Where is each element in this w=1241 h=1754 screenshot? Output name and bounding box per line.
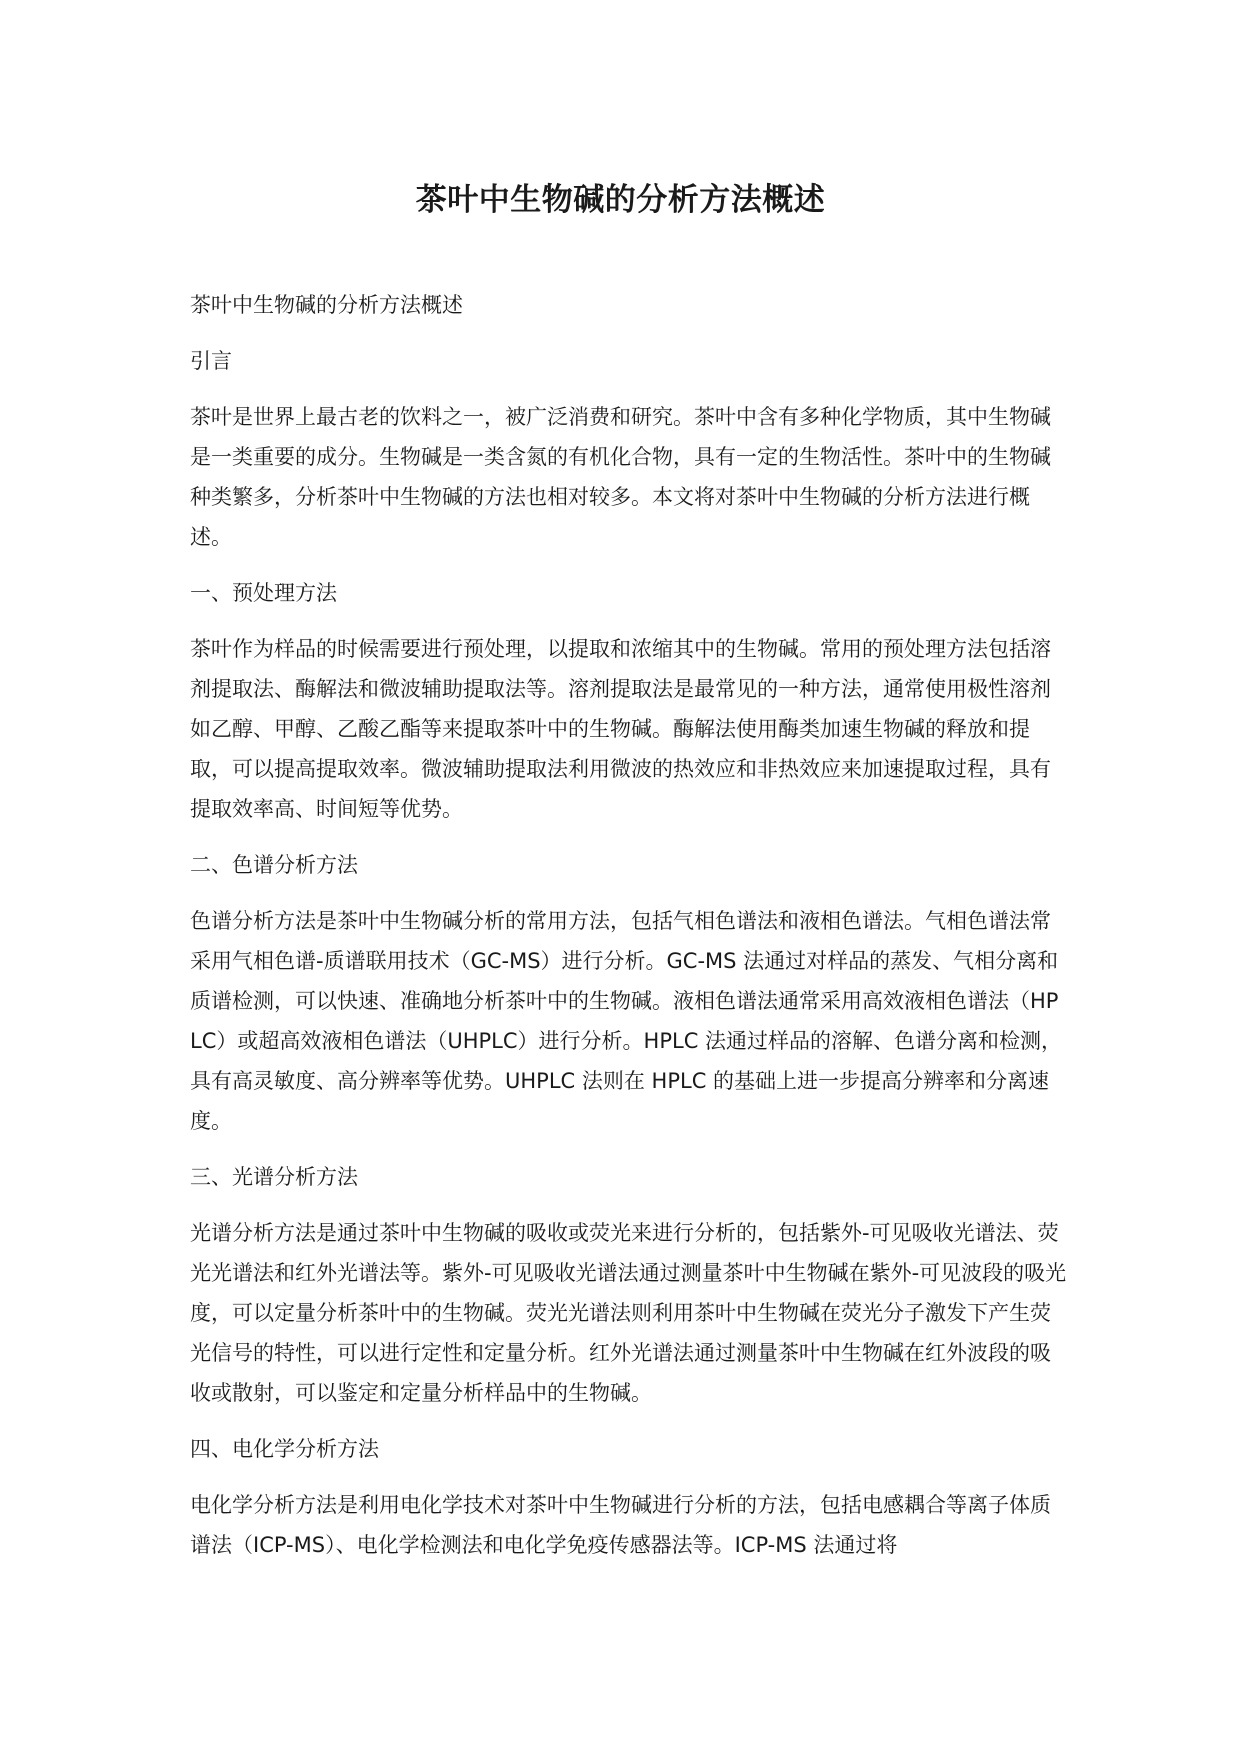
- intro-paragraph: 茶叶是世界上最古老的饮料之一，被广泛消费和研究。茶叶中含有多种化学物质，其中生物碱是一类重要的成分。生物碱是一类含氮的有机化合物，具有一定的生物活性。茶叶中的生物碱种类繁多，分析茶叶中生物碱的方法也相对较多。本文将对茶叶中生物碱的分析方法进行概述。: [190, 405, 1051, 549]
- document-body: [190, 285, 1070, 1581]
- section-paragraph-preprocessing: 茶叶作为样品的时候需要进行预处理，以提取和浓缩其中的生物碱。常用的预处理方法包括溶剂提取法、酶解法和微波辅助提取法等。溶剂提取法是最常见的一种方法，通常使用极性溶剂如乙醇、甲醇、乙酸乙酯等来提取茶叶中的生物碱。酶解法使用酶类加速生物碱的释放和提取，可以提高提取效率。微波辅助提取法利用微波的热效应和非热效应来加速提取过程，具有提取效率高、时间短等优势。: [190, 637, 1051, 821]
- intro-heading: 引言: [190, 349, 232, 373]
- section-heading-preprocessing: 一、预处理方法: [190, 581, 337, 605]
- section-heading-spectroscopy: 三、光谱分析方法: [190, 1165, 358, 1189]
- section-paragraph-spectroscopy: 光谱分析方法是通过茶叶中生物碱的吸收或荧光来进行分析的，包括紫外-可见吸收光谱法、荧光光谱法和红外光谱法等。紫外-可见吸收光谱法通过测量茶叶中生物碱在紫外-可见波段的吸光度，可以定量分析茶叶中的生物碱。荧光光谱法则利用茶叶中生物碱在荧光分子激发下产生荧光信号的特性，可以进行定性和定量分析。红外光谱法通过测量茶叶中生物碱在红外波段的吸收或散射，可以鉴定和定量分析样品中的生物碱。: [190, 1221, 1067, 1405]
- section-paragraph-chromatography: 色谱分析方法是茶叶中生物碱分析的常用方法，包括气相色谱法和液相色谱法。气相色谱法常采用气相色谱-质谱联用技术（GC-MS）进行分析。GC-MS 法通过对样品的蒸发、气相分离和质谱检测，可以快速、准确地分析茶叶中的生物碱。液相色谱法通常采用高效液相色谱法（HPLC）或超高效液相色谱法（UHPLC）进行分析。HPLC 法通过样品的溶解、色谱分离和检测，具有高灵敏度、高分辨率等优势。UHPLC 法则在 HPLC 的基础上进一步提高分辨率和分离速度。: [190, 909, 1063, 1133]
- document-subtitle: 茶叶中生物碱的分析方法概述: [190, 293, 463, 317]
- section-paragraph-electrochemistry: 电化学分析方法是利用电化学技术对茶叶中生物碱进行分析的方法，包括电感耦合等离子体质谱法（ICP-MS）、电化学检测法和电化学免疫传感器法等。ICP-MS 法通过将: [190, 1493, 1051, 1557]
- section-heading-electrochemistry: 四、电化学分析方法: [190, 1437, 379, 1461]
- document-title: 茶叶中生物碱的分析方法概述: [415, 182, 826, 218]
- section-heading-chromatography: 二、色谱分析方法: [190, 853, 358, 877]
